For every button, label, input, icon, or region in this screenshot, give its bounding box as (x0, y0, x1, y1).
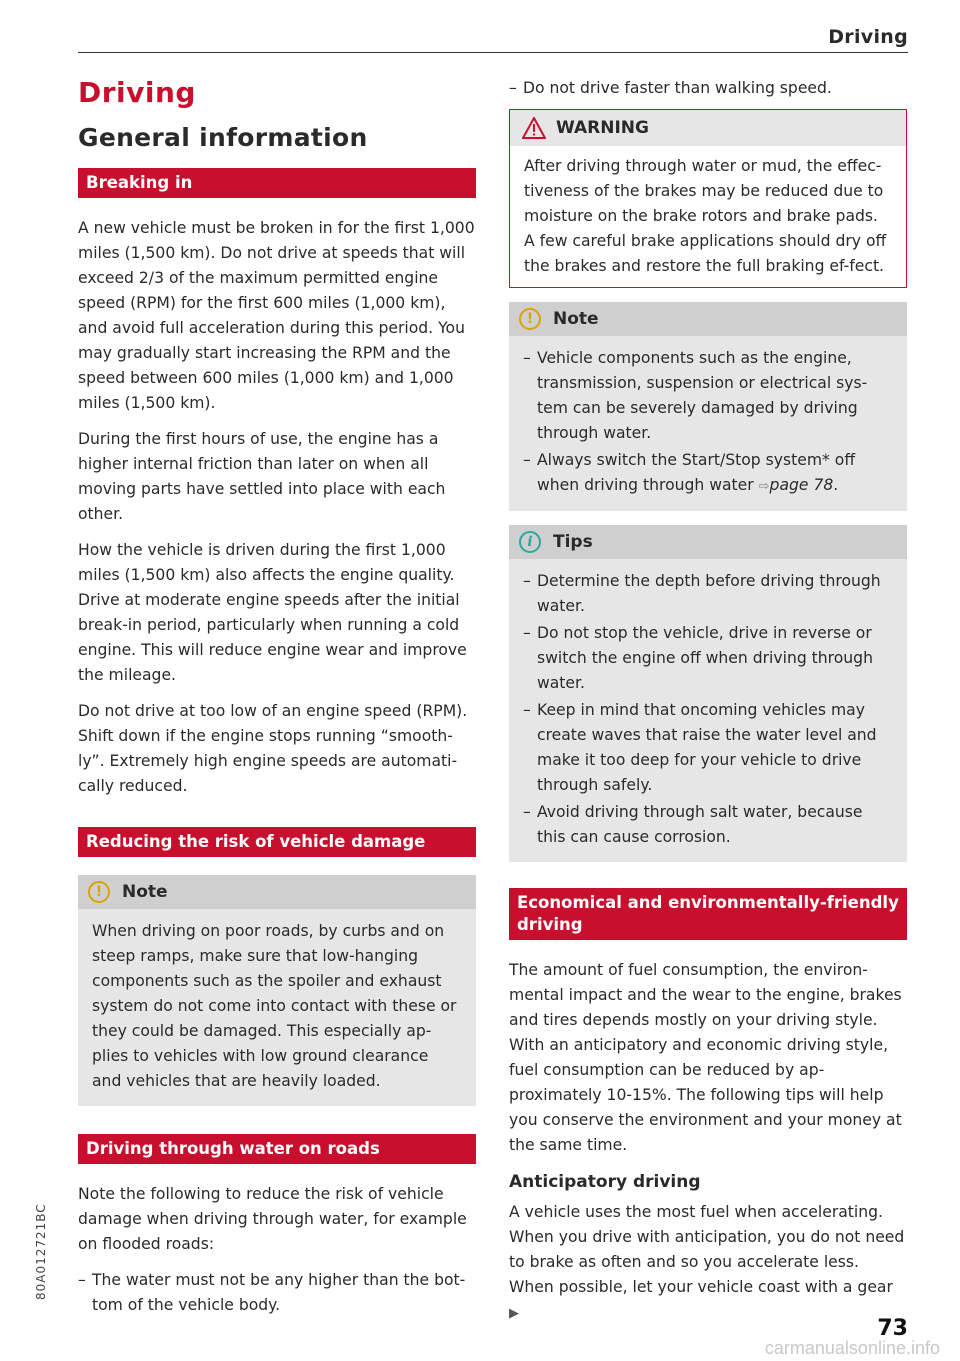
list-item: – Avoid driving through salt water, because this can cause corrosion. (523, 800, 893, 850)
arrow-right-icon: ⇨ (758, 479, 770, 494)
eco-paragraph: The amount of fuel consumption, the environ-mental impact and the wear to the engine, brakes and tires depends mostly on your driving style. With an anticipatory and economic driving style, fuel consumption can be reduced by ap-proximately 10-15%. The following tips will help you conserve the environment and your money at the same time. (509, 961, 902, 1154)
note-bullet-2-text: Always switch the Start/Stop system* off when driving through water (537, 451, 856, 494)
running-head: Driving (828, 26, 908, 48)
list-item: – Vehicle components such as the engine, transmission, suspension or electrical sys-tem can be severely damaged by driving through water. (523, 346, 893, 446)
anticipatory-paragraph (509, 1200, 907, 1326)
tips-list (523, 569, 893, 850)
chapter-title: Driving (78, 76, 196, 109)
note-box-damage (78, 875, 476, 1106)
note-box-header (509, 302, 907, 336)
tips-label: Tips (553, 532, 593, 552)
left-column (78, 70, 476, 1324)
right-column (509, 70, 907, 1337)
note-box-water (509, 302, 907, 511)
list-item: – Do not drive faster than walking speed. (509, 76, 907, 101)
list-item (523, 448, 893, 499)
note-box-body (78, 909, 476, 1094)
continue-arrow-icon: ▶ (509, 1306, 519, 1321)
breaking-in-paragraph-2: During the first hours of use, the engine has a higher internal friction than later on when all moving parts have settled into place with each other. (78, 430, 446, 523)
warning-label: WARNING (556, 118, 649, 138)
list-item: – Do not stop the vehicle, drive in reverse or switch the engine off when driving through water. (523, 621, 893, 696)
water-list (78, 1268, 476, 1318)
note-label: Note (122, 882, 168, 902)
note-label: Note (553, 309, 599, 329)
anticipatory-driving-heading: Anticipatory driving (509, 1172, 701, 1192)
page-reference-link[interactable]: page 78 (769, 476, 834, 494)
note-icon: ! (519, 308, 541, 330)
list-item: – Keep in mind that oncoming vehicles may create waves that raise the water level and make it too deep for your vehicle to drive through safely. (523, 698, 893, 798)
reducing-risk-heading: Reducing the risk of vehicle damage (78, 827, 476, 857)
page-number: 73 (877, 1316, 908, 1341)
breaking-in-heading: Breaking in (78, 168, 476, 198)
warning-body (510, 146, 906, 287)
header-rule (78, 52, 908, 53)
note-bullet-2-suffix: . (833, 476, 839, 494)
document-code: 80A012721BC (34, 1203, 48, 1300)
section-title: General information (78, 123, 368, 152)
list-item: – The water must not be any higher than the bot-tom of the vehicle body. (78, 1268, 476, 1318)
watermark: carmanualsonline.info (764, 1338, 940, 1358)
list-item: – Determine the depth before driving through water. (523, 569, 893, 619)
breaking-in-paragraph-1: A new vehicle must be broken in for the first 1,000 miles (1,500 km). Do not drive at speeds that will exceed 2/3 of the maximum permitted engine speed (RPM) for the first 600 miles (1,000 km), and avoid full acceleration during this period. You may gradually start increasing the RPM and the speed between 600 miles (1,000 km) and 1,000 miles (1,500 km). (78, 219, 475, 412)
warning-triangle-icon (522, 117, 546, 139)
note-box-header (78, 875, 476, 909)
note-box-body (509, 336, 907, 499)
water-intro: Note the following to reduce the risk of vehicle damage when driving through water, for example on flooded roads: (78, 1185, 467, 1253)
water-heading: Driving through water on roads (78, 1134, 476, 1164)
note-text: When driving on poor roads, by curbs and on steep ramps, make sure that low-hanging components such as the spoiler and exhaust system do not come into contact with these or they could be damaged. This especially ap-plies to vehicles with low ground clearance and vehicles that are heavily loaded. (92, 922, 457, 1090)
note-list (523, 346, 893, 499)
note-icon: ! (88, 881, 110, 903)
eco-driving-heading: Economical and environmentally-friendly driving (509, 888, 907, 940)
warning-header (510, 110, 906, 146)
water-list-continued (509, 76, 907, 101)
warning-text: After driving through water or mud, the effec-tiveness of the brakes may be reduced due to moisture on the brake rotors and brake pads. A few careful brake applications should dry off the brakes and restore the full braking ef-fect. (524, 157, 887, 275)
breaking-in-paragraph-4: Do not drive at too low of an engine speed (RPM). Shift down if the engine stops running “smooth-ly”. Extremely high engine speeds are automati-cally reduced. (78, 702, 468, 795)
breaking-in-paragraph-3: How the vehicle is driven during the first 1,000 miles (1,500 km) also affects the engine quality. Drive at moderate engine speeds after the initial break-in period, particularly when running a cold engine. This will reduce engine wear and improve the mileage. (78, 541, 467, 684)
tips-box (509, 525, 907, 862)
tips-box-body (509, 559, 907, 850)
anticipatory-text: A vehicle uses the most fuel when accelerating. When you drive with anticipation, you do not need to brake as often and so you accelerate less. When possible, let your vehicle coast with a gear (509, 1203, 905, 1296)
warning-box (509, 109, 907, 288)
info-icon: i (519, 531, 541, 553)
tips-box-header (509, 525, 907, 559)
